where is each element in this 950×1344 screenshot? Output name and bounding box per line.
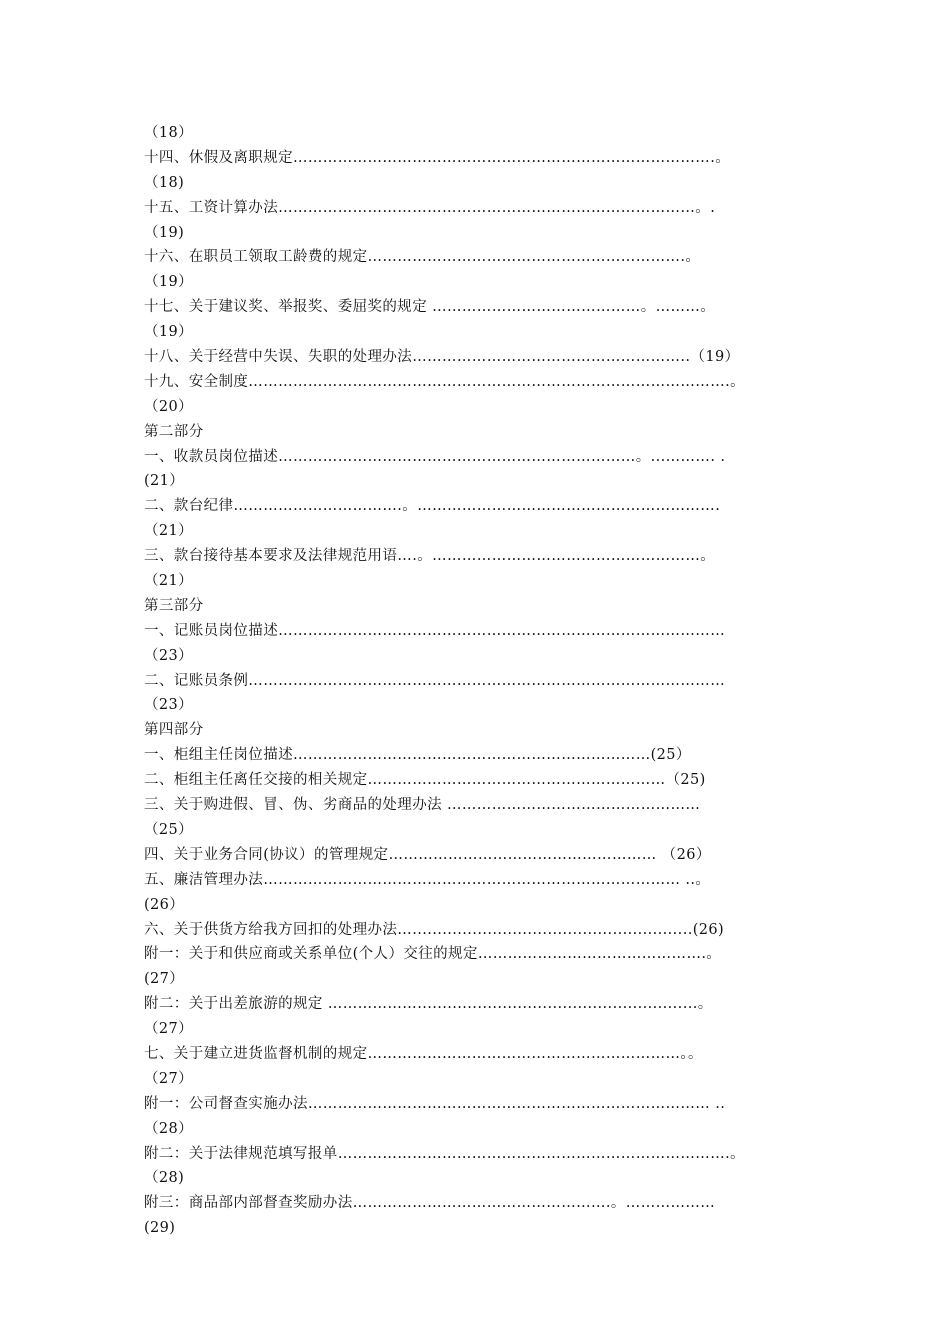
- toc-line: 五、廉洁管理办法………………………………………………………………………… ..。: [144, 871, 711, 888]
- toc-line: 十六、在职员工领取工龄费的规定……………………………………………………….。: [144, 249, 701, 266]
- toc-line: （28): [144, 1170, 185, 1187]
- toc-line: 附一：关于和供应商或关系单位(个人）交往的规定……………………………………….。: [144, 946, 722, 963]
- toc-line: （19）: [144, 274, 194, 291]
- toc-line: (21）: [144, 473, 185, 490]
- toc-line: 六、关于供货方给我方回扣的处理办法…........................................................(26): [144, 921, 725, 938]
- toc-line: （18): [144, 174, 185, 191]
- toc-line: 附二：关于法律规范填写报单…………………………………………………………………….。: [144, 1145, 746, 1162]
- toc-line: 附一：公司督查实施办法……………………………………………………………………… ..: [144, 1095, 726, 1112]
- toc-line: 三、款台接待基本要求及法律规范用语….。………………………………………………。: [144, 548, 716, 565]
- table-of-contents: [144, 121, 824, 1241]
- toc-line: 第四部分: [144, 722, 204, 739]
- toc-line: （19）: [144, 324, 194, 341]
- toc-line: 十五、工资计算办法…………………………………………………………………………。.: [144, 199, 716, 216]
- toc-line: 十八、关于经营中失误、失职的处理办法………………………………………………..（19）: [144, 349, 740, 366]
- toc-line: 七、关于建立进货监督机制的规定………………………………………………………。。: [144, 1045, 703, 1062]
- toc-line: (29): [144, 1220, 176, 1237]
- toc-line: （21）: [144, 523, 194, 540]
- toc-line: （20）: [144, 398, 194, 415]
- toc-line: （23）: [144, 647, 194, 664]
- toc-line: 四、关于业务合同(协议）的管理规定……………………………………………… （26）: [144, 846, 711, 863]
- toc-line: (26）: [144, 896, 185, 913]
- toc-line: 第三部分: [144, 597, 204, 614]
- toc-line: 二、款台纪律…………………………….。…………………………………………………….: [144, 498, 721, 515]
- toc-line: 二、柜组主任离任交接的相关规定……………………………………………………（25): [144, 772, 706, 789]
- toc-line: (27）: [144, 971, 185, 988]
- toc-line: （27）: [144, 1021, 194, 1038]
- toc-line: （18）: [144, 125, 194, 141]
- toc-line: 二、记账员条例……………………………………………………………………………………: [144, 672, 726, 689]
- toc-line: 第二部分: [144, 423, 204, 440]
- toc-line: 一、收款员岗位描述………………………………………………………………。...………. .: [144, 448, 726, 465]
- toc-line: 附三：商品部内部督查奖励办法…………………………………………….。………………: [144, 1195, 716, 1212]
- toc-line: （27）: [144, 1070, 194, 1087]
- toc-line: 十四、休假及离职规定………………………………………………………………………….。: [144, 149, 731, 166]
- toc-line: （19): [144, 224, 185, 241]
- toc-line: 一、柜组主任岗位描述………………………………………………………………(25）: [144, 747, 691, 764]
- toc-line: 十七、关于建议奖、举报奖、委屈奖的规定 ……………………………………。………。: [144, 299, 716, 316]
- toc-line: 一、记账员岗位描述………………………………………………………………………………: [144, 622, 726, 639]
- toc-line: （28）: [144, 1120, 194, 1137]
- toc-line: 附二：关于出差旅游的规定 ………………........................................................。: [144, 996, 713, 1013]
- toc-line: 三、关于购进假、冒、伪、劣商品的处理办法 ……………………………………………: [144, 797, 701, 814]
- toc-line: （25）: [144, 821, 194, 838]
- toc-line: 十九、安全制度…………………………………………………………………………………….。: [144, 373, 746, 390]
- toc-line: （23）: [144, 697, 194, 714]
- toc-line: （21）: [144, 573, 194, 590]
